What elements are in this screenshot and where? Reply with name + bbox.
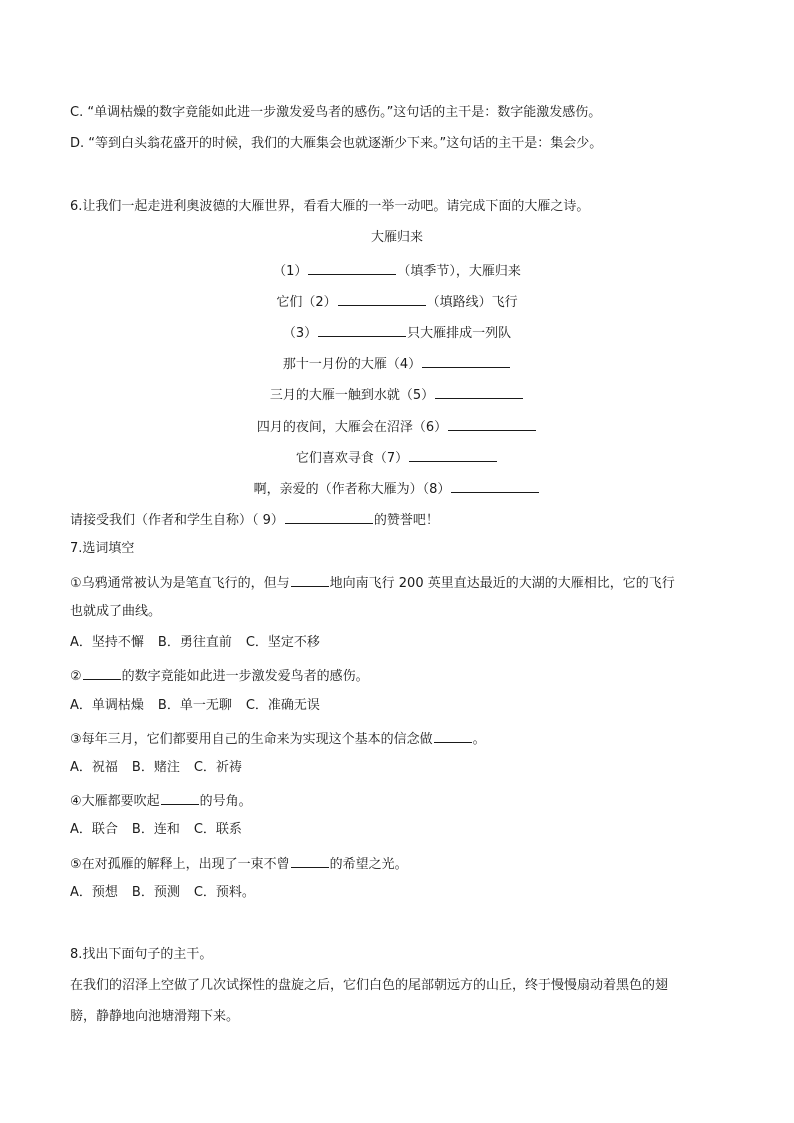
q7-sentence-4-part-b: 的号角。 [199,794,252,809]
q8-text-line-2: 膀，静静地向池塘滑翔下来。 [70,1009,240,1024]
answer-blank-2[interactable] [338,291,426,306]
q7-1-option-c[interactable]: C．坚定不移 [245,635,320,650]
poem-title: 大雁归来 [370,230,423,245]
q7-options-4 [70,821,730,839]
poem-line-1 [0,260,794,281]
q7-sentence-2-part-b: 的数字竟能如此进一步激发爱鸟者的感伤。 [121,669,369,684]
poem-line-3 [0,322,794,343]
answer-blank-1[interactable] [308,260,396,275]
answer-blank-9[interactable] [285,509,373,524]
poem-line-1-suffix: （填季节），大雁归来 [397,264,521,279]
q7-2-option-c[interactable]: C．准确无误 [245,698,320,713]
q7-sentence-3-part-a: ③每年三月，它们都要用自己的生命来为实现这个基本的信念做 [70,732,433,747]
q7-sentence-1-part-a: ①乌鸦通常被认为是笔直飞行的，但与 [70,576,290,591]
poem-line-2 [0,291,794,312]
option-d: D. “等到白头翁花盛开的时候，我们的大雁集会也就逐渐少下来。”这句话的主干是：集会少。 [70,136,603,151]
poem-line-8 [0,478,794,499]
poem-line-9 [70,509,730,530]
q7-sentence-5 [70,853,730,874]
q7-sentence-1-cont: 也就成了曲线。 [70,604,162,619]
q7-sentence-3-part-b: 。 [472,732,486,747]
q7-options-2 [70,697,730,715]
q7-sentence-2-part-a: ② [70,669,82,684]
q7-3-option-c[interactable]: C．祈祷 [193,760,242,775]
q7-options-5 [70,884,730,902]
option-c: C. “单调枯燥的数字竟能如此进一步激发爱鸟者的感伤。”这句话的主干是：数字能激发感伤。 [70,105,602,120]
poem-line-5 [0,384,794,405]
q7-4-option-a[interactable]: A．联合 [70,822,118,837]
answer-blank-4[interactable] [422,353,510,368]
poem-line-2-prefix: 它们（2） [276,295,337,310]
question-7-prompt: 7.选词填空 [70,541,135,556]
q7-blank-2[interactable] [83,665,121,680]
q8-text-line-1: 在我们的沼泽上空做了几次试探性的盘旋之后，它们白色的尾部朝远方的山丘，终于慢慢扇动着黑色的翅 [70,978,669,993]
question-6-prompt: 6.让我们一起走进利奥波德的大雁世界，看看大雁的一举一动吧。请完成下面的大雁之诗。 [70,199,590,214]
q7-4-option-b[interactable]: B．连和 [131,822,180,837]
q7-blank-5[interactable] [291,853,329,868]
poem-line-9-suffix: 的赞誉吧！ [373,513,439,528]
q7-sentence-5-part-b: 的希望之光。 [329,857,408,872]
answer-blank-6[interactable] [448,416,536,431]
answer-blank-8[interactable] [451,478,539,493]
q7-2-option-a[interactable]: A．单调枯燥 [70,698,144,713]
poem-line-7 [0,447,794,468]
q7-1-option-a[interactable]: A．坚持不懈 [70,635,144,650]
q7-2-option-b[interactable]: B．单一无聊 [157,698,232,713]
q7-sentence-5-part-a: ⑤在对孤雁的解释上，出现了一束不曾 [70,857,290,872]
q7-blank-1[interactable] [291,572,329,587]
poem-line-8-prefix: 啊，亲爱的（作者称大雁为）（8） [253,482,451,497]
poem-line-9-prefix: 请接受我们（作者和学生自称）（ 9） [70,513,284,528]
q7-3-option-b[interactable]: B．赌注 [131,760,180,775]
q7-blank-4[interactable] [161,790,199,805]
q7-sentence-3 [70,728,730,749]
q7-5-option-c[interactable]: C．预料。 [193,885,255,900]
poem-line-1-prefix: （1） [273,264,308,279]
q7-options-3 [70,759,730,777]
poem-line-6 [0,416,794,437]
q7-blank-3[interactable] [434,728,472,743]
q7-5-option-b[interactable]: B．预测 [131,885,180,900]
poem-line-5-prefix: 三月的大雁一触到水就（5） [269,388,435,403]
poem-line-4-prefix: 那十一月份的大雁（4） [282,357,422,372]
q7-3-option-a[interactable]: A．祝福 [70,760,118,775]
poem-line-2-suffix: （填路线）飞行 [426,295,518,310]
question-8-prompt: 8.找出下面句子的主干。 [70,947,213,962]
poem-line-3-prefix: （3） [282,326,318,341]
poem-line-7-prefix: 它们喜欢寻食（7） [295,451,409,466]
q7-sentence-1 [70,572,730,593]
q7-sentence-1-part-b: 地向南飞行 200 英里直达最近的大湖的大雁相比，它的飞行 [329,576,675,591]
answer-blank-5[interactable] [435,384,523,399]
q7-4-option-c[interactable]: C．联系 [193,822,242,837]
answer-blank-7[interactable] [409,447,497,462]
answer-blank-3[interactable] [318,322,406,337]
q7-options-1 [70,634,730,652]
poem-line-3-suffix: 只大雁排成一列队 [407,326,512,341]
poem-line-6-prefix: 四月的夜间，大雁会在沼泽（6） [256,420,448,435]
q7-sentence-4-part-a: ④大雁都要吹起 [70,794,160,809]
q7-1-option-b[interactable]: B．勇往直前 [157,635,232,650]
poem-line-4 [0,353,794,374]
q7-sentence-2 [70,665,730,686]
q7-5-option-a[interactable]: A．预想 [70,885,118,900]
q7-sentence-4 [70,790,730,811]
